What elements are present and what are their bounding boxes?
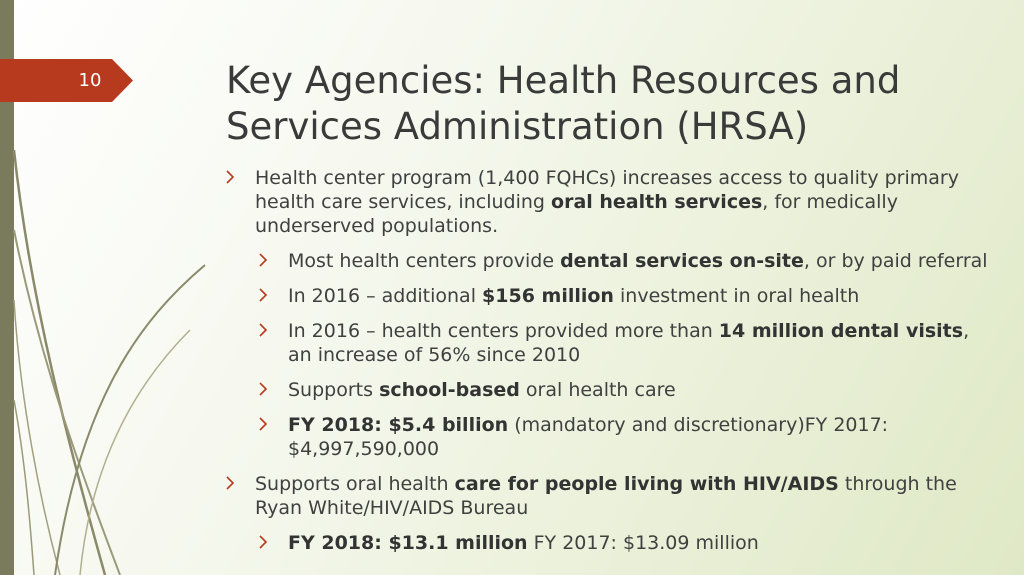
bullet-text: Most health centers provide [288,250,561,272]
list-item [259,378,996,402]
bullet-emphasis: school-based [379,379,520,401]
bullet-text: , or by paid referral [803,250,988,272]
bullet-emphasis: FY 2018: $13.1 million [288,532,528,554]
bullet-text: In 2016 – health centers provided more than [288,320,719,342]
bullet-text: Health center program (1,400 FQHCs) increases access to quality primary health care services, including [255,167,959,213]
bullet-arrow-icon [259,382,268,396]
bullet-arrow-icon [259,323,268,337]
bullet-list [226,166,996,566]
bullet-text: Supports [288,379,380,401]
bullet-text: In 2016 – additional [288,285,483,307]
bullet-text: through the Ryan White/HIV/AIDS Bureau [255,473,957,519]
bullet-arrow-icon [259,288,268,302]
slide-number: 10 [78,70,102,91]
bullet-text: , an increase of 56% since 2010 [288,320,970,366]
title-line-1: Key Agencies: Health Resources and [226,59,901,102]
list-item [259,531,996,555]
slide-title [226,58,986,150]
bullet-text: investment in oral health [613,285,860,307]
bullet-text: , for medically underserved populations. [255,191,898,237]
list-item [259,249,996,273]
list-item [226,472,996,520]
bullet-emphasis: oral health services [551,191,763,213]
bullet-emphasis: care for people living with HIV/AIDS [454,473,839,495]
bullet-arrow-icon [226,476,235,490]
list-item [226,166,996,238]
bullet-emphasis: 14 million dental visits [718,320,964,342]
bullet-arrow-icon [226,170,235,184]
list-item [259,284,996,308]
bullet-text: FY 2017: $13.09 million [527,532,759,554]
title-line-2: Services Administration (HRSA) [226,105,809,148]
bullet-text: Supports oral health [255,473,455,495]
bullet-arrow-icon [259,535,268,549]
bullet-emphasis: dental services on-site [560,250,804,272]
list-item [259,319,996,367]
bullet-emphasis: FY 2018: $5.4 billion [288,414,509,436]
list-item [259,413,996,461]
bullet-emphasis: $156 million [482,285,614,307]
bullet-arrow-icon [259,417,268,431]
bullet-text: oral health care [519,379,676,401]
bullet-text: (mandatory and discretionary)FY 2017: $4,997,590,000 [288,414,889,460]
bullet-arrow-icon [259,253,268,267]
